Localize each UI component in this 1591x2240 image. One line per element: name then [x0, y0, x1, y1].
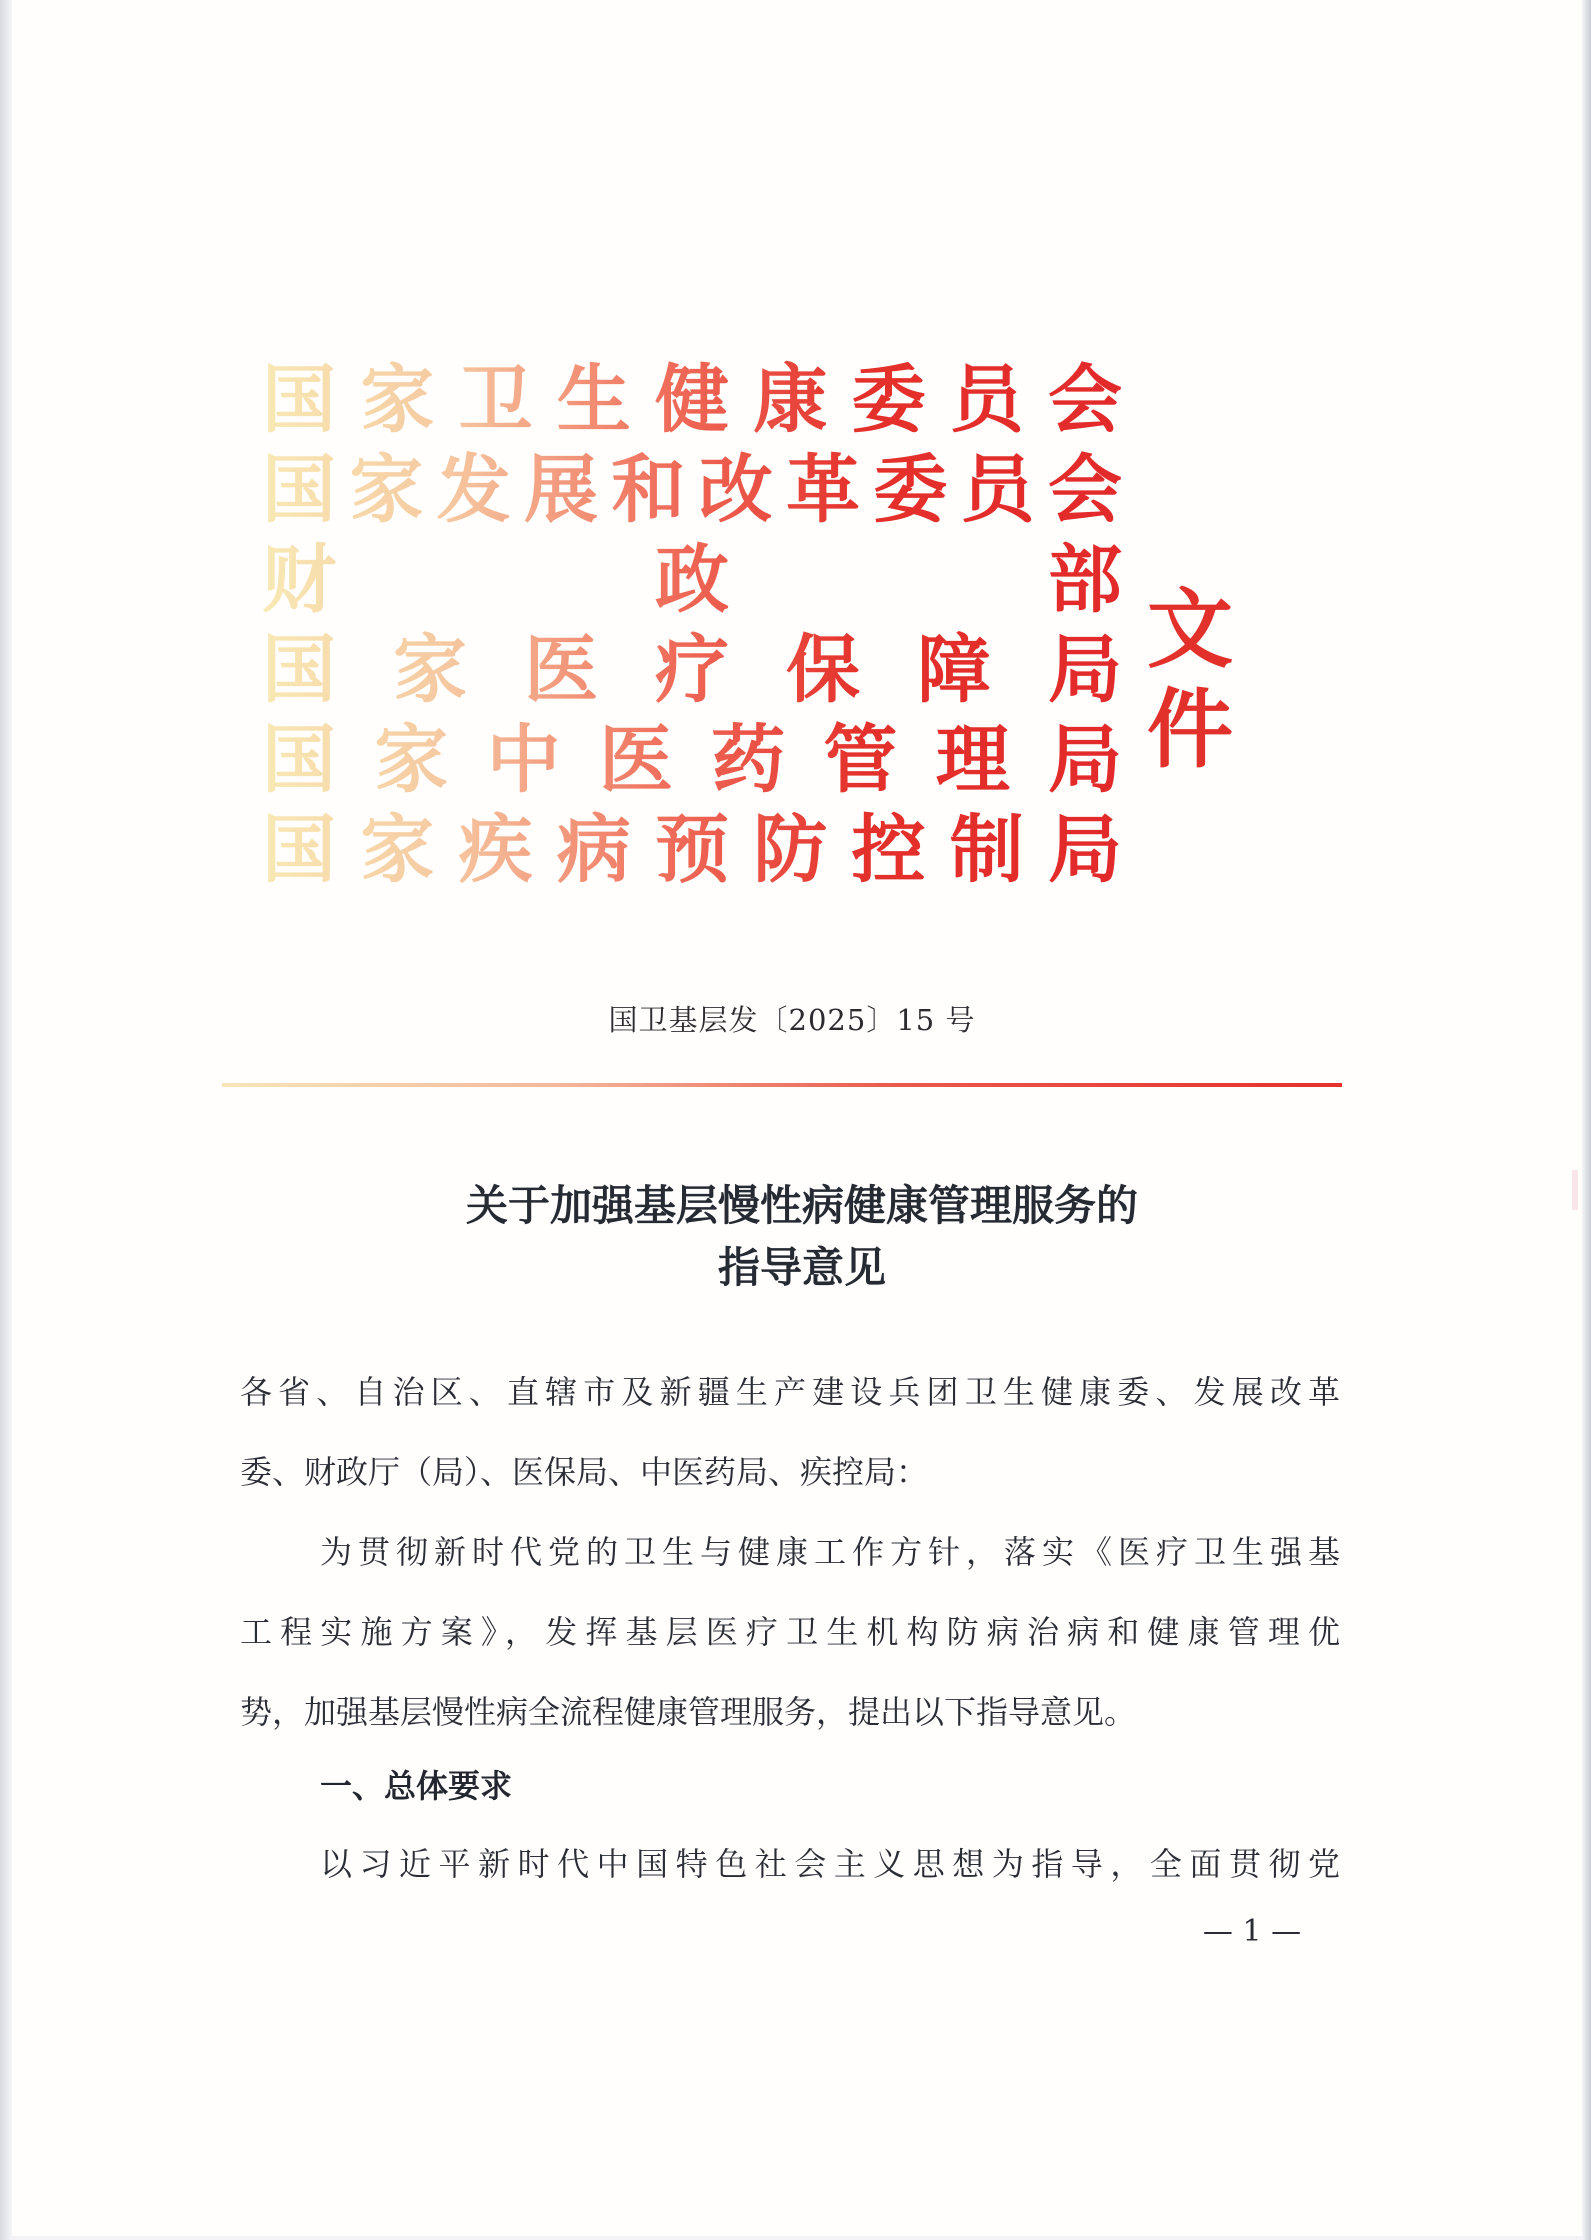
agency-char: 国	[262, 627, 336, 713]
agency-char: 国	[262, 717, 336, 803]
agency-line	[262, 535, 1122, 625]
agency-char: 健	[655, 357, 729, 443]
agency-line	[262, 445, 1122, 535]
agency-char: 药	[711, 717, 786, 803]
agency-line	[262, 805, 1122, 895]
agency-char: 疗	[655, 627, 729, 713]
agency-line	[262, 625, 1122, 715]
agency-char: 局	[1048, 807, 1122, 893]
document-page	[12, 0, 1582, 2236]
agency-char: 医	[524, 627, 598, 713]
agency-char: 病	[556, 807, 631, 893]
agency-line	[262, 355, 1122, 445]
document-suffix: 文件	[1147, 579, 1233, 780]
agency-char: 保	[786, 627, 860, 713]
agency-char: 制	[949, 807, 1024, 893]
agency-char: 预	[655, 807, 729, 893]
agency-char: 员	[960, 447, 1035, 533]
document-title	[212, 1175, 1392, 1299]
agency-char: 防	[753, 807, 828, 893]
agency-char: 管	[823, 717, 898, 803]
agency-char: 局	[1048, 627, 1122, 713]
agency-char: 障	[917, 627, 991, 713]
agency-char: 财	[262, 537, 336, 623]
agency-char: 委	[873, 447, 948, 533]
agency-char: 会	[1047, 447, 1122, 533]
addressee-line-1: 各省、自治区、直辖市及新疆生产建设兵团卫生健康委、发展改革	[240, 1373, 1340, 1411]
page-number: — 1 —	[1202, 1914, 1302, 1949]
agency-char: 革	[785, 447, 860, 533]
agency-char: 部	[1048, 537, 1122, 623]
agency-char: 生	[556, 357, 631, 443]
scan-edge-right	[1583, 0, 1591, 2240]
addressee-line-2: 委、财政厅（局）、医保局、中医药局、疾控局：	[240, 1453, 929, 1491]
agency-char: 展	[523, 447, 598, 533]
agency-char: 和	[611, 447, 686, 533]
document-number: 国卫基层发〔2025〕15 号	[608, 1003, 976, 1037]
agency-char: 家	[360, 807, 435, 893]
agency-char: 国	[262, 807, 336, 893]
agency-char: 委	[851, 357, 926, 443]
section-heading-1: 一、总体要求	[320, 1767, 513, 1805]
agency-char: 国	[262, 447, 336, 533]
agency-char: 中	[486, 717, 561, 803]
red-divider-line	[222, 1083, 1342, 1087]
scan-mark	[1572, 1170, 1578, 1210]
agency-char: 改	[698, 447, 773, 533]
agency-char: 政	[655, 537, 729, 623]
agency-char: 发	[436, 447, 511, 533]
title-line-1: 关于加强基层慢性病健康管理服务的	[465, 1181, 1138, 1230]
paragraph-1-line-1: 为贯彻新时代党的卫生与健康工作方针，落实《医疗卫生强基	[320, 1533, 1340, 1571]
paragraph-2-line-1: 以习近平新时代中国特色社会主义思想为指导，全面贯彻党	[320, 1845, 1340, 1883]
red-header	[12, 0, 1582, 960]
title-line-2: 指导意见	[717, 1243, 886, 1292]
paragraph-1-line-3: 势，加强基层慢性病全流程健康管理服务，提出以下指导意见。	[240, 1693, 1137, 1731]
agency-char: 会	[1048, 357, 1122, 443]
agency-char: 家	[374, 717, 449, 803]
agency-char: 国	[262, 357, 336, 443]
agency-char: 局	[1047, 717, 1122, 803]
agency-char: 卫	[458, 357, 533, 443]
agency-char: 家	[349, 447, 424, 533]
scan-edge-left	[0, 0, 10, 2240]
agency-line	[262, 715, 1122, 805]
agency-char: 员	[949, 357, 1024, 443]
agency-char: 控	[851, 807, 926, 893]
paragraph-1-line-2: 工程实施方案》，发挥基层医疗卫生机构防病治病和健康管理优	[240, 1613, 1340, 1651]
agency-char: 理	[935, 717, 1010, 803]
agency-char: 家	[393, 627, 467, 713]
agency-char: 疾	[458, 807, 533, 893]
agency-char: 医	[598, 717, 673, 803]
agency-char: 家	[360, 357, 435, 443]
agency-char: 康	[753, 357, 828, 443]
